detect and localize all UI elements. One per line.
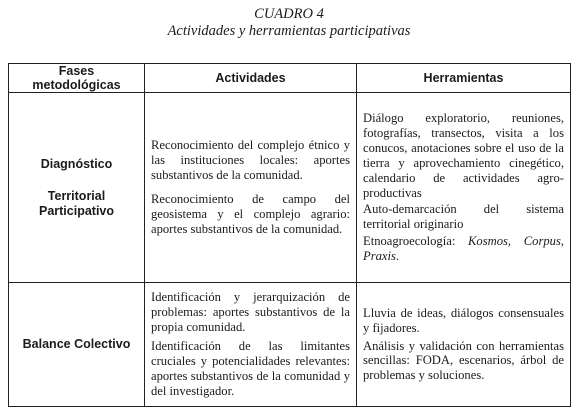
header-herramientas: Herramientas: [357, 64, 571, 93]
tool-item: Análisis y validación con herramientas sencillas: FODA, escenarios, árbol de problemas y soluciones.: [363, 338, 564, 383]
activity-item: Reconocimiento del complejo étnico y las instituciones locales: aportes substantivos de la comunidad.: [151, 138, 350, 183]
phase-cell: [9, 283, 145, 407]
table-number: CUADRO 4: [254, 6, 324, 22]
header-fases: Fases metodológicas: [9, 64, 145, 93]
methodology-table-container: [8, 63, 570, 408]
header-actividades: Actividades: [145, 64, 357, 93]
methodology-table: [8, 63, 571, 407]
tools-cell: [357, 283, 571, 407]
phase-name: Balance Colectivo: [22, 337, 131, 351]
activity-item: Identificación y jerarquización de problemas: aportes substantivos de la propia comunidad.: [151, 290, 350, 335]
tool-item-etnoagroecologia: Etnoagroecología: Kosmos, Corpus, Praxis.: [363, 234, 564, 264]
activity-item: Identificación de las limitantes cruciales y potencialidades relevantes: aportes substantivos de la comunidad y del investigador.: [151, 339, 350, 398]
table-row: [9, 93, 571, 283]
activities-cell: [145, 93, 357, 283]
activity-item: Reconocimiento de campo del geosistema y el complejo agrario: aportes substantivos de la comunidad.: [151, 192, 350, 236]
tool-item: Auto-demarcación del sistema territorial originario: [363, 202, 564, 232]
term-corpus: Corpus: [523, 234, 561, 249]
tool-item: Lluvia de ideas, diálogos consensuales y fijadores.: [363, 305, 564, 335]
phase-name: Diagnóstico: [40, 156, 113, 171]
table-row: [9, 283, 571, 407]
phase-cell: [9, 93, 145, 283]
table-header-row: [9, 64, 571, 93]
table-title: Actividades y herramientas participativas: [167, 23, 411, 39]
tools-cell: [357, 93, 571, 283]
activities-cell: [145, 283, 357, 407]
phase-name: Territorial Participativo: [38, 188, 115, 218]
term-kosmos: Kosmos: [468, 234, 508, 249]
term-praxis: Praxis: [363, 249, 396, 264]
tool-item: Diálogo exploratorio, reuniones, fotografías, transectos, visita a los conucos, anotaciones sobre el uso de la tierra y aprovechamiento cinegético, calendario de actividades agro-productivas: [363, 110, 564, 200]
